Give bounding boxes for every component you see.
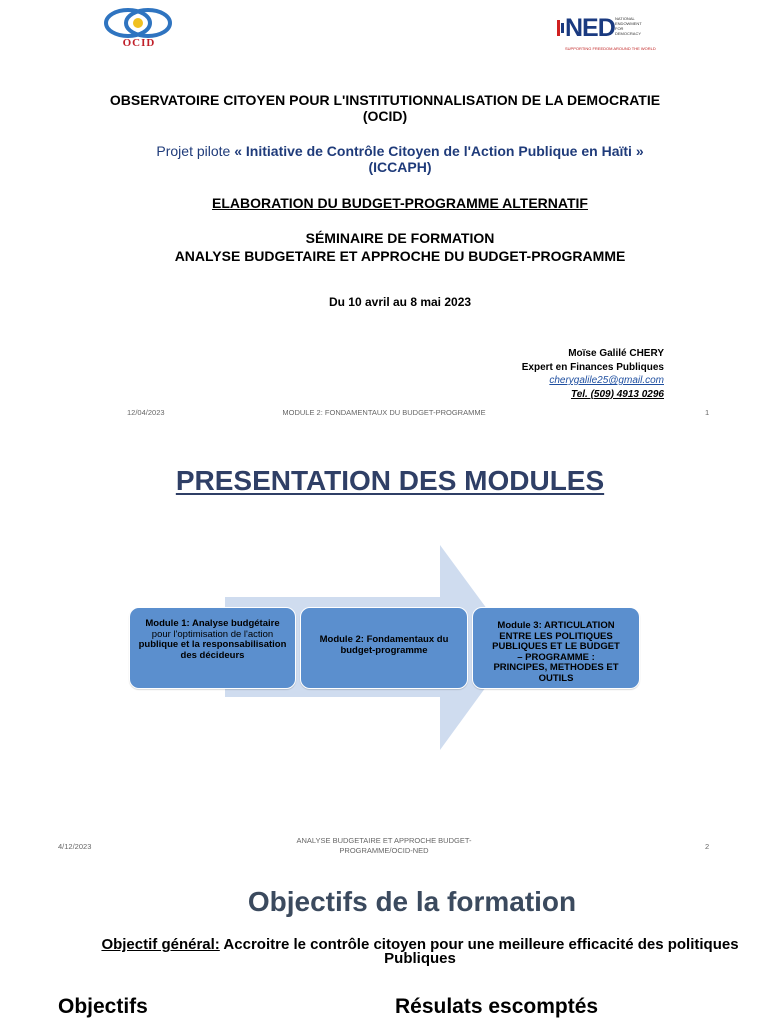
module-1-title: Module 1: Analyse budgétaire [145, 618, 280, 629]
seminar-dates: Du 10 avril au 8 mai 2023 [328, 295, 472, 309]
author-role: Expert en Finances Publiques [521, 361, 664, 373]
seminar-heading [100, 229, 700, 265]
ocid-rings-icon [102, 8, 174, 38]
modules-title: PRESENTATION DES MODULES [175, 465, 605, 496]
module-1-box[interactable] [129, 607, 296, 689]
seminar-line-2: ANALYSE BUDGETAIRE ET APPROCHE DU BUDGET-PROGRAMME [174, 248, 626, 264]
ned-star-icon [555, 18, 565, 38]
module-2-box[interactable] [300, 607, 468, 689]
slide2-footer-text [234, 836, 534, 856]
author-block [522, 347, 664, 401]
author-name: Moïse Galilé CHERY [568, 348, 664, 359]
elaboration-heading: ELABORATION DU BUDGET-PROGRAMME ALTERNATIF [212, 195, 588, 211]
slide2-footer-date: 4/12/2023 [58, 842, 92, 851]
objectives-title: Objectifs de la formation [247, 886, 577, 917]
pilot-project [150, 143, 650, 175]
ocid-logo [100, 8, 178, 50]
objectives-column-heading: Objectifs [58, 995, 148, 1018]
author-email-link[interactable]: cherygalile25@gmail.com [549, 375, 664, 386]
general-objective-text: Accroitre le contrôle citoyen pour une meilleure efficacité des politiques Publiques [223, 936, 739, 967]
org-title: OBSERVATOIRE CITOYEN POUR L'INSTITUTIONNALISATION DE LA DEMOCRATIE (OCID) [109, 92, 661, 124]
ned-logo [555, 14, 656, 54]
general-objective [100, 938, 740, 966]
module-3-title: Module 3: ARTICULATION ENTRE LES POLITIQUES PUBLIQUES ET LE BUDGET – PROGRAMME : PRINCIPES, METHODES ET OUTILS [492, 620, 620, 684]
author-tel: Tel. (509) 4913 0296 [570, 388, 664, 400]
slide1-footer-date: 12/04/2023 [127, 408, 165, 417]
slide1-footer-text: MODULE 2: FONDAMENTAUX DU BUDGET-PROGRAMME [282, 408, 486, 417]
slide1-footer-page: 1 [705, 408, 710, 417]
results-column-heading: Résulats escomptés [395, 995, 599, 1018]
ned-logo-subtext: NATIONAL ENDOWMENT FOR DEMOCRACY [615, 16, 642, 36]
slide2-footer-line-2: PROGRAMME/OCID-NED [339, 846, 429, 855]
pilot-prefix: Projet pilote [156, 143, 231, 159]
ned-logo-text: NED [565, 14, 615, 42]
module-2-title: Module 2: Fondamentaux du budget-programme [319, 634, 449, 656]
module-3-box[interactable] [472, 607, 640, 689]
module-1-line-2: pour l'optimisation de l'action [151, 628, 274, 640]
slide2-footer-page: 2 [705, 842, 710, 851]
pilot-name: « Initiative de Contrôle Citoyen de l'Action Publique en Haïti » (ICCAPH) [234, 143, 644, 175]
seminar-line-1: SÉMINAIRE DE FORMATION [305, 230, 495, 246]
ocid-logo-text: OCID [122, 37, 156, 49]
general-objective-label: Objectif général: [101, 936, 220, 953]
ned-logo-tagline: SUPPORTING FREEDOM AROUND THE WORLD [565, 46, 656, 51]
module-1-line-3: publique et la responsabilisation des décideurs [138, 639, 287, 661]
slide2-footer-line-1: ANALYSE BUDGETAIRE ET APPROCHE BUDGET- [296, 836, 472, 845]
